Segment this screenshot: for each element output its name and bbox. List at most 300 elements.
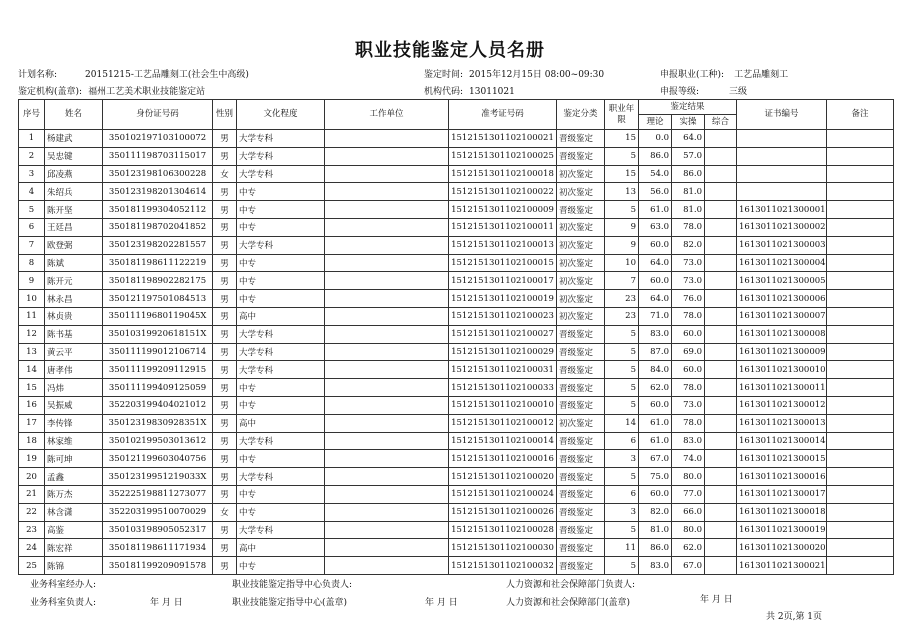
row-years: 10 xyxy=(605,254,639,272)
row-theory: 56.0 xyxy=(639,183,672,201)
row-theory: 81.0 xyxy=(639,521,672,539)
row-gender: 男 xyxy=(213,432,237,450)
row-id: 350181198611122219 xyxy=(103,254,213,272)
row-overall xyxy=(705,236,737,254)
row-name: 唐孝伟 xyxy=(45,361,103,379)
row-name: 欧登弼 xyxy=(45,236,103,254)
row-cert: 1613011021300001 xyxy=(737,201,827,219)
row-theory: 60.0 xyxy=(639,485,672,503)
row-note xyxy=(827,557,894,575)
row-cert: 1613011021300013 xyxy=(737,414,827,432)
col-overall: 综合 xyxy=(705,115,737,130)
row-edu: 高中 xyxy=(237,307,325,325)
row-practice: 73.0 xyxy=(672,254,705,272)
row-theory: 61.0 xyxy=(639,414,672,432)
row-overall xyxy=(705,503,737,521)
row-exam: 1512151301102100014 xyxy=(449,432,557,450)
row-category: 初次鉴定 xyxy=(557,414,605,432)
row-id: 350181199304052112 xyxy=(103,201,213,219)
row-category: 初次鉴定 xyxy=(557,236,605,254)
level-label: 申报等级: xyxy=(660,87,700,97)
code-label: 机构代码: xyxy=(424,87,464,97)
row-id: 350123198201304614 xyxy=(103,183,213,201)
row-name: 吴振威 xyxy=(45,396,103,414)
row-edu: 大学专科 xyxy=(237,361,325,379)
row-name: 高鉴 xyxy=(45,521,103,539)
row-overall xyxy=(705,307,737,325)
row-gender: 男 xyxy=(213,254,237,272)
row-seq: 1 xyxy=(19,130,45,148)
table-row xyxy=(19,307,894,325)
row-work xyxy=(325,272,449,290)
row-id: 35011119680119045X xyxy=(103,307,213,325)
row-years: 5 xyxy=(605,147,639,165)
row-id: 350111199012106714 xyxy=(103,343,213,361)
row-note xyxy=(827,361,894,379)
code-info xyxy=(424,84,515,97)
row-seq: 21 xyxy=(19,485,45,503)
row-years: 13 xyxy=(605,183,639,201)
table-row xyxy=(19,396,894,414)
roster-table xyxy=(18,99,894,575)
row-edu: 中专 xyxy=(237,218,325,236)
row-category: 晋级鉴定 xyxy=(557,396,605,414)
table-row xyxy=(19,521,894,539)
col-edu: 文化程度 xyxy=(237,100,325,130)
row-cert: 1613011021300017 xyxy=(737,485,827,503)
row-practice: 62.0 xyxy=(672,539,705,557)
row-cert: 1613011021300008 xyxy=(737,325,827,343)
row-id: 350111199209112915 xyxy=(103,361,213,379)
row-work xyxy=(325,165,449,183)
table-row xyxy=(19,325,894,343)
row-gender: 男 xyxy=(213,468,237,486)
row-cert xyxy=(737,130,827,148)
row-practice: 77.0 xyxy=(672,485,705,503)
row-years: 5 xyxy=(605,557,639,575)
col-theory: 理论 xyxy=(639,115,672,130)
row-work xyxy=(325,379,449,397)
table-row xyxy=(19,147,894,165)
row-note xyxy=(827,343,894,361)
row-name: 冯炜 xyxy=(45,379,103,397)
occupation-label: 申报职业(工种): xyxy=(660,70,725,80)
row-overall xyxy=(705,521,737,539)
row-exam: 1512151301102100027 xyxy=(449,325,557,343)
row-years: 5 xyxy=(605,468,639,486)
row-edu: 大学专科 xyxy=(237,521,325,539)
page-indicator: 共 2页,第 1页 xyxy=(766,612,823,622)
row-work xyxy=(325,325,449,343)
row-gender: 男 xyxy=(213,183,237,201)
row-id: 35012319951219033X xyxy=(103,468,213,486)
col-years: 职业年限 xyxy=(605,100,639,130)
row-theory: 86.0 xyxy=(639,539,672,557)
row-gender: 男 xyxy=(213,201,237,219)
row-practice: 80.0 xyxy=(672,468,705,486)
row-practice: 60.0 xyxy=(672,325,705,343)
row-years: 3 xyxy=(605,450,639,468)
row-cert: 1613011021300012 xyxy=(737,396,827,414)
row-category: 初次鉴定 xyxy=(557,165,605,183)
row-name: 陈斌 xyxy=(45,254,103,272)
row-name: 陈锦 xyxy=(45,557,103,575)
row-id: 350181199209091578 xyxy=(103,557,213,575)
row-edu: 大学专科 xyxy=(237,343,325,361)
col-cert: 证书编号 xyxy=(737,100,827,130)
row-work xyxy=(325,432,449,450)
row-theory: 60.0 xyxy=(639,236,672,254)
row-practice: 66.0 xyxy=(672,503,705,521)
row-cert: 1613011021300019 xyxy=(737,521,827,539)
row-edu: 中专 xyxy=(237,272,325,290)
row-id: 352203199404021012 xyxy=(103,396,213,414)
row-theory: 61.0 xyxy=(639,201,672,219)
row-practice: 67.0 xyxy=(672,557,705,575)
row-theory: 0.0 xyxy=(639,130,672,148)
row-theory: 82.0 xyxy=(639,503,672,521)
table-row xyxy=(19,165,894,183)
row-overall xyxy=(705,183,737,201)
row-work xyxy=(325,396,449,414)
row-exam: 1512151301102100013 xyxy=(449,236,557,254)
row-category: 晋级鉴定 xyxy=(557,450,605,468)
row-id: 350111199409125059 xyxy=(103,379,213,397)
row-years: 23 xyxy=(605,307,639,325)
plan-value: 20151215-工艺品雕刻工(社会生中高级) xyxy=(85,70,249,80)
row-category: 初次鉴定 xyxy=(557,307,605,325)
row-work xyxy=(325,343,449,361)
row-category: 晋级鉴定 xyxy=(557,485,605,503)
row-note xyxy=(827,290,894,308)
time-value: 2015年12月15日 08:00~09:30 xyxy=(469,70,605,80)
row-gender: 男 xyxy=(213,414,237,432)
row-cert xyxy=(737,165,827,183)
row-overall xyxy=(705,361,737,379)
hr-head-label: 人力资源和社会保障部门负责人: xyxy=(506,580,636,590)
row-years: 23 xyxy=(605,290,639,308)
row-exam: 1512151301102100022 xyxy=(449,183,557,201)
col-practice: 实操 xyxy=(672,115,705,130)
row-category: 晋级鉴定 xyxy=(557,343,605,361)
row-category: 晋级鉴定 xyxy=(557,539,605,557)
row-id: 350121197501084513 xyxy=(103,290,213,308)
row-work xyxy=(325,557,449,575)
row-work xyxy=(325,183,449,201)
row-practice: 80.0 xyxy=(672,521,705,539)
row-practice: 60.0 xyxy=(672,361,705,379)
row-overall xyxy=(705,147,737,165)
row-cert: 1613011021300007 xyxy=(737,307,827,325)
row-name: 杨建武 xyxy=(45,130,103,148)
row-note xyxy=(827,307,894,325)
row-work xyxy=(325,521,449,539)
row-gender: 男 xyxy=(213,343,237,361)
row-overall xyxy=(705,414,737,432)
time-info xyxy=(424,67,604,80)
row-note xyxy=(827,218,894,236)
row-note xyxy=(827,503,894,521)
row-cert: 1613011021300003 xyxy=(737,236,827,254)
row-years: 7 xyxy=(605,272,639,290)
row-seq: 13 xyxy=(19,343,45,361)
col-category: 鉴定分类 xyxy=(557,100,605,130)
row-years: 15 xyxy=(605,130,639,148)
row-work xyxy=(325,485,449,503)
date-2: 年 月 日 xyxy=(425,598,458,608)
row-years: 14 xyxy=(605,414,639,432)
row-note xyxy=(827,272,894,290)
row-note xyxy=(827,414,894,432)
table-row xyxy=(19,539,894,557)
row-exam: 1512151301102100011 xyxy=(449,218,557,236)
table-row xyxy=(19,379,894,397)
row-theory: 83.0 xyxy=(639,325,672,343)
table-header xyxy=(19,100,894,130)
row-years: 5 xyxy=(605,521,639,539)
row-theory: 84.0 xyxy=(639,361,672,379)
row-cert: 1613011021300020 xyxy=(737,539,827,557)
row-id: 350111198703115017 xyxy=(103,147,213,165)
row-seq: 12 xyxy=(19,325,45,343)
row-practice: 81.0 xyxy=(672,183,705,201)
row-seq: 14 xyxy=(19,361,45,379)
row-gender: 男 xyxy=(213,557,237,575)
row-seq: 25 xyxy=(19,557,45,575)
row-practice: 78.0 xyxy=(672,379,705,397)
row-edu: 大学专科 xyxy=(237,130,325,148)
row-theory: 64.0 xyxy=(639,290,672,308)
row-overall xyxy=(705,539,737,557)
row-exam: 1512151301102100024 xyxy=(449,485,557,503)
date-1: 年 月 日 xyxy=(150,598,183,608)
col-gender: 性别 xyxy=(213,100,237,130)
row-seq: 4 xyxy=(19,183,45,201)
row-theory: 87.0 xyxy=(639,343,672,361)
table-row xyxy=(19,361,894,379)
occupation-info xyxy=(660,67,788,80)
row-category: 晋级鉴定 xyxy=(557,361,605,379)
row-edu: 中专 xyxy=(237,379,325,397)
col-exam: 准考证号码 xyxy=(449,100,557,130)
row-exam: 1512151301102100025 xyxy=(449,147,557,165)
row-gender: 男 xyxy=(213,325,237,343)
row-category: 晋级鉴定 xyxy=(557,468,605,486)
level-info xyxy=(660,84,747,97)
row-exam: 1512151301102100026 xyxy=(449,503,557,521)
row-years: 11 xyxy=(605,539,639,557)
row-name: 陈书基 xyxy=(45,325,103,343)
row-seq: 10 xyxy=(19,290,45,308)
col-result: 鉴定结果 xyxy=(639,100,737,115)
row-edu: 中专 xyxy=(237,557,325,575)
row-work xyxy=(325,539,449,557)
row-cert: 1613011021300014 xyxy=(737,432,827,450)
table-row xyxy=(19,130,894,148)
row-overall xyxy=(705,218,737,236)
row-gender: 男 xyxy=(213,539,237,557)
section-head-label: 业务科室负责人: xyxy=(30,598,97,608)
row-category: 晋级鉴定 xyxy=(557,557,605,575)
row-years: 6 xyxy=(605,485,639,503)
row-id: 350123198202281557 xyxy=(103,236,213,254)
row-gender: 男 xyxy=(213,521,237,539)
row-gender: 男 xyxy=(213,485,237,503)
table-row xyxy=(19,183,894,201)
row-id: 350103198905052317 xyxy=(103,521,213,539)
row-edu: 大学专科 xyxy=(237,236,325,254)
row-id: 35010319920618151X xyxy=(103,325,213,343)
row-theory: 75.0 xyxy=(639,468,672,486)
row-gender: 男 xyxy=(213,379,237,397)
row-note xyxy=(827,485,894,503)
row-note xyxy=(827,201,894,219)
row-note xyxy=(827,379,894,397)
row-edu: 中专 xyxy=(237,254,325,272)
row-work xyxy=(325,130,449,148)
row-edu: 高中 xyxy=(237,414,325,432)
row-practice: 73.0 xyxy=(672,272,705,290)
table-row xyxy=(19,290,894,308)
row-note xyxy=(827,521,894,539)
row-years: 9 xyxy=(605,218,639,236)
row-seq: 20 xyxy=(19,468,45,486)
row-note xyxy=(827,539,894,557)
row-overall xyxy=(705,272,737,290)
row-theory: 71.0 xyxy=(639,307,672,325)
row-cert: 1613011021300016 xyxy=(737,468,827,486)
row-category: 晋级鉴定 xyxy=(557,432,605,450)
row-theory: 83.0 xyxy=(639,557,672,575)
row-practice: 78.0 xyxy=(672,307,705,325)
row-work xyxy=(325,468,449,486)
row-exam: 1512151301102100020 xyxy=(449,468,557,486)
row-theory: 67.0 xyxy=(639,450,672,468)
row-theory: 64.0 xyxy=(639,254,672,272)
row-gender: 男 xyxy=(213,450,237,468)
row-seq: 23 xyxy=(19,521,45,539)
row-gender: 男 xyxy=(213,396,237,414)
row-cert: 1613011021300009 xyxy=(737,343,827,361)
col-note: 备注 xyxy=(827,100,894,130)
row-practice: 78.0 xyxy=(672,218,705,236)
row-id: 350181198902282175 xyxy=(103,272,213,290)
row-seq: 2 xyxy=(19,147,45,165)
row-category: 初次鉴定 xyxy=(557,254,605,272)
row-category: 晋级鉴定 xyxy=(557,325,605,343)
row-seq: 24 xyxy=(19,539,45,557)
row-cert: 1613011021300002 xyxy=(737,218,827,236)
row-exam: 1512151301102100028 xyxy=(449,521,557,539)
row-category: 初次鉴定 xyxy=(557,290,605,308)
row-gender: 男 xyxy=(213,218,237,236)
row-note xyxy=(827,236,894,254)
table-row xyxy=(19,218,894,236)
row-seq: 11 xyxy=(19,307,45,325)
date-3: 年 月 日 xyxy=(700,595,733,605)
org-info xyxy=(18,84,205,97)
col-work: 工作单位 xyxy=(325,100,449,130)
row-years: 15 xyxy=(605,165,639,183)
code-value: 13011021 xyxy=(469,87,515,97)
center-head-label: 职业技能鉴定指导中心负责人: xyxy=(232,580,353,590)
row-overall xyxy=(705,450,737,468)
row-name: 朱绍兵 xyxy=(45,183,103,201)
row-note xyxy=(827,254,894,272)
row-practice: 86.0 xyxy=(672,165,705,183)
row-name: 林贞贵 xyxy=(45,307,103,325)
row-name: 林含潇 xyxy=(45,503,103,521)
row-overall xyxy=(705,557,737,575)
row-practice: 73.0 xyxy=(672,396,705,414)
row-years: 5 xyxy=(605,379,639,397)
row-seq: 8 xyxy=(19,254,45,272)
row-category: 晋级鉴定 xyxy=(557,147,605,165)
row-gender: 男 xyxy=(213,361,237,379)
row-years: 5 xyxy=(605,343,639,361)
col-name: 姓名 xyxy=(45,100,103,130)
row-edu: 中专 xyxy=(237,503,325,521)
row-id: 350121199603040756 xyxy=(103,450,213,468)
row-exam: 1512151301102100032 xyxy=(449,557,557,575)
row-seq: 5 xyxy=(19,201,45,219)
row-work xyxy=(325,218,449,236)
row-edu: 中专 xyxy=(237,396,325,414)
row-category: 晋级鉴定 xyxy=(557,130,605,148)
row-category: 晋级鉴定 xyxy=(557,503,605,521)
row-id: 350181198611171934 xyxy=(103,539,213,557)
row-cert: 1613011021300010 xyxy=(737,361,827,379)
row-work xyxy=(325,503,449,521)
hr-seal-label: 人力资源和社会保障部门(盖章) xyxy=(506,598,631,608)
row-work xyxy=(325,201,449,219)
row-theory: 62.0 xyxy=(639,379,672,397)
row-gender: 男 xyxy=(213,130,237,148)
row-work xyxy=(325,307,449,325)
row-practice: 76.0 xyxy=(672,290,705,308)
table-row xyxy=(19,450,894,468)
row-overall xyxy=(705,379,737,397)
row-practice: 69.0 xyxy=(672,343,705,361)
row-practice: 81.0 xyxy=(672,201,705,219)
row-overall xyxy=(705,254,737,272)
row-overall xyxy=(705,325,737,343)
row-theory: 60.0 xyxy=(639,396,672,414)
center-seal-label: 职业技能鉴定指导中心(盖章) xyxy=(232,598,348,608)
table-body xyxy=(19,130,894,575)
row-theory: 54.0 xyxy=(639,165,672,183)
row-cert: 1613011021300004 xyxy=(737,254,827,272)
row-category: 初次鉴定 xyxy=(557,272,605,290)
row-exam: 1512151301102100031 xyxy=(449,361,557,379)
row-cert: 1613011021300021 xyxy=(737,557,827,575)
col-seq: 序号 xyxy=(19,100,45,130)
row-id: 350102197103100072 xyxy=(103,130,213,148)
row-edu: 中专 xyxy=(237,485,325,503)
row-cert: 1613011021300015 xyxy=(737,450,827,468)
row-practice: 82.0 xyxy=(672,236,705,254)
row-id: 352225198811273077 xyxy=(103,485,213,503)
row-overall xyxy=(705,165,737,183)
row-cert: 1613011021300006 xyxy=(737,290,827,308)
row-overall xyxy=(705,201,737,219)
row-edu: 大学专科 xyxy=(237,432,325,450)
row-practice: 78.0 xyxy=(672,414,705,432)
row-name: 王廷昌 xyxy=(45,218,103,236)
row-edu: 中专 xyxy=(237,450,325,468)
row-theory: 60.0 xyxy=(639,272,672,290)
row-name: 林家维 xyxy=(45,432,103,450)
